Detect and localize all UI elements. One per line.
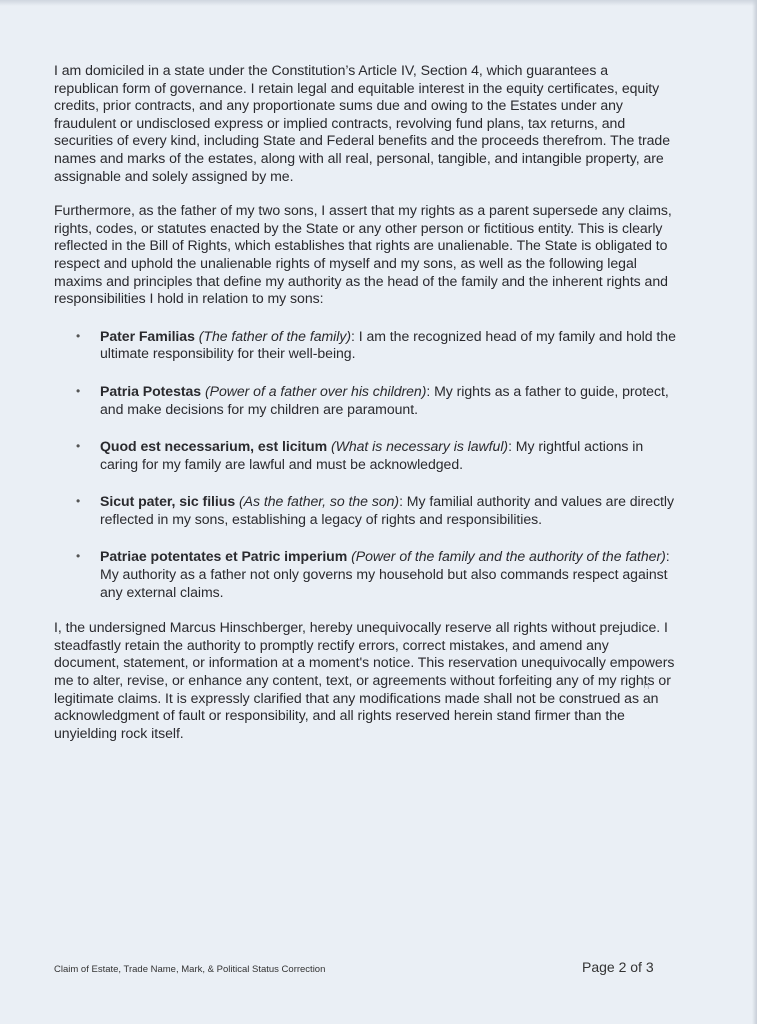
pen-mark-icon [643, 680, 651, 690]
maxim-term: Quod est necessarium, est licitum [100, 438, 328, 455]
maxim-term: Patriae potentates et Patric imperium [100, 548, 348, 565]
maxim-text: : My rightful actions in caring for my family are lawful and must be acknowledged. [100, 438, 644, 472]
maxim-translation: (Power of a father over his children) [204, 382, 427, 399]
bullet-icon: • [76, 439, 81, 454]
maxim-translation: (Power of the family and the authority of the father) [351, 548, 666, 565]
bullet-icon: • [76, 494, 81, 509]
paragraph-parental-rights: Furthermore, as the father of my two sons, I assert that my rights as a parent supersede any claims, rights, codes, or statutes enacted by the State or any other person or fictitious entity. This is clearly reflected in the Bill of Rights, which establishes that rights are unalienable. The State is obligated to respect and uphold the unalienable rights of myself and my sons, as well as the following legal maxims and principles that define my authority as the head of the family and the inherent rights and responsibilities I hold in relation to my sons: [54, 202, 672, 307]
page-number: Page 2 of 3 [582, 959, 654, 975]
bullet-icon: • [76, 383, 81, 398]
paragraph-domicile: I am domiciled in a state under the Constitution’s Article IV, Section 4, which guarantees a republican form of governance. I retain legal and equitable interest in the equity certificates, equity credits, prior contracts, and any proportionate sums due and owing to the Estates under any fraudulent or undisclosed express or implied contracts, revolving fund plans, tax returns, and securities of every kind, including State and Federal benefits and the proceeds therefrom. The trade names and marks of the estates, along with all real, personal, tangible, and intangible property, are assignable and solely assigned by me. [54, 62, 671, 184]
maxim-text: : My authority as a father not only governs my household but also commands respect against any external claims. [100, 548, 670, 600]
bullet-icon: • [76, 549, 81, 564]
maxim-text: : I am the recognized head of my family and hold the ultimate responsibility for their well-being. [100, 327, 676, 362]
scan-right-edge [752, 0, 757, 1024]
maxim-text: : My familial authority and values are directly reflected in my sons, establishing a legacy of rights and responsibilities. [100, 493, 675, 527]
document-body [54, 62, 676, 742]
maxim-translation: (What is necessary is lawful) [330, 438, 509, 455]
maxim-translation: (The father of the family) [198, 327, 351, 344]
maxim-term: Pater Familias [100, 327, 195, 344]
maxim-text: : My rights as a father to guide, protect, and make decisions for my children are paramount. [100, 382, 669, 417]
list-item [54, 548, 676, 601]
maxim-term: Sicut pater, sic filius [100, 493, 236, 510]
scan-top-edge [0, 0, 757, 6]
list-item [54, 493, 676, 528]
maxim-term: Patria Potestas [100, 382, 202, 399]
list-item [54, 328, 676, 363]
footer-document-title: Claim of Estate, Trade Name, Mark, & Political Status Correction [54, 964, 326, 975]
legal-maxims-list [54, 328, 676, 602]
list-item [54, 438, 676, 473]
paragraph-reservation-of-rights: I, the undersigned Marcus Hinschberger, hereby unequivocally reserve all rights without prejudice. I steadfastly retain the authority to promptly rectify errors, correct mistakes, and amend any document, statement, or information at a moment's notice. This reservation unequivocally empowers me to alter, revise, or enhance any content, text, or agreements without forfeiting any of my rights or legitimate claims. It is expressly clarified that any modifications made shall not be construed as an acknowledgment of fault or responsibility, and all rights reserved herein stand firmer than the unyielding rock itself. [54, 619, 675, 741]
maxim-translation: (As the father, so the son) [239, 493, 400, 510]
list-item [54, 383, 676, 418]
bullet-icon: • [76, 328, 81, 343]
